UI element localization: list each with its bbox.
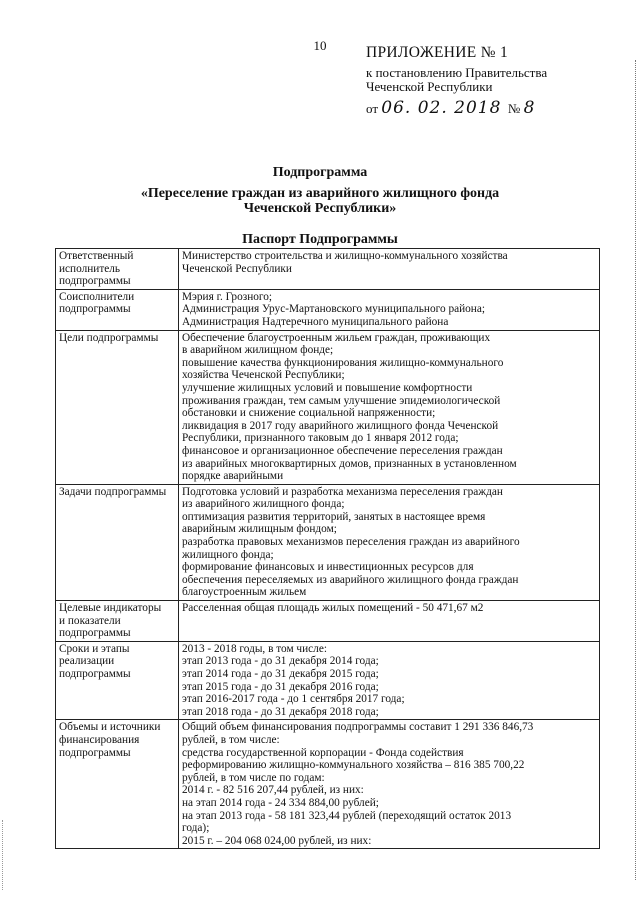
appendix-block [366, 44, 626, 118]
row-content-cell [179, 484, 600, 600]
subprogram-title-line-1: «Переселение граждан из аварийного жилищного фонда [140, 186, 500, 201]
page-number: 10 [313, 38, 327, 53]
row-content-line: формирование финансовых и инвестиционных ресурсов для [182, 561, 474, 574]
row-content-line: из аварийных многоквартирных домов, признанных в установленном [182, 457, 517, 470]
row-label-line: Соисполнители [59, 290, 135, 303]
row-content-line: проживания граждан, тем самым улучшение эпидемиологической [182, 394, 501, 407]
document-headings [0, 165, 640, 247]
row-content-line: 2015 г. – 204 068 024,00 рублей, из них: [182, 834, 372, 847]
row-label-line: Сроки и этапы [59, 642, 130, 655]
row-label-line: подпрограммы [59, 746, 131, 759]
handwritten-date: 06. 02. 2018 [381, 98, 502, 118]
row-label-line: и показатели [59, 614, 121, 627]
row-content-line: жилищного фонда; [182, 548, 274, 561]
row-content-line: улучшение жилищных условий и повышение комфортности [182, 381, 473, 394]
row-content-line: года); [182, 822, 210, 835]
row-content-line: этап 2015 года - до 31 декабря 2016 года; [182, 680, 379, 693]
row-content-line: Обеспечение благоустроенным жильем граждан, проживающих [182, 331, 491, 344]
row-content-line: этап 2013 года - до 31 декабря 2014 года; [182, 655, 379, 668]
table-row [56, 484, 600, 600]
row-content-line: этап 2016-2017 года - до 1 сентября 2017 года; [182, 693, 405, 706]
row-content-line: Чеченской Республики [182, 262, 292, 275]
row-label-line: финансирования [59, 733, 140, 746]
row-content-line: Республики, признанного таковым до 1 января 2012 года; [182, 432, 459, 445]
row-content-line: средства государственной корпорации - Фонда содействия [182, 746, 464, 759]
table-row [56, 720, 600, 849]
row-label-line: подпрограммы [59, 303, 131, 316]
row-content-line: Подготовка условий и разработка механизма переселения граждан [182, 485, 503, 498]
row-label-line: Ответственный [59, 250, 134, 262]
row-label-cell [56, 289, 179, 330]
row-label-line: подпрограммы [59, 668, 131, 680]
subprogram-heading: Подпрограмма [272, 165, 368, 180]
row-content-cell [179, 641, 600, 720]
row-content-line: благоустроенным жильем [182, 586, 307, 599]
table-row [56, 330, 600, 484]
row-content-cell [179, 330, 600, 484]
row-label-line: Объемы и источники [59, 721, 161, 734]
row-content-line: повышение качества функционирования жилищно-коммунального [182, 356, 504, 369]
row-content-cell [179, 720, 600, 849]
row-content-line: обстановки и снижение социальной напряженности; [182, 407, 436, 420]
table-row [56, 249, 600, 290]
row-content-line: этап 2018 года - до 31 декабря 2018 года; [182, 705, 379, 718]
row-content-line: в аварийном жилищном фонде; [182, 344, 334, 357]
table-row [56, 289, 600, 330]
row-label-cell [56, 330, 179, 484]
row-content-line: Общий объем финансирования подпрограммы составит 1 291 336 846,73 [182, 721, 534, 734]
appendix-title: ПРИЛОЖЕНИЕ № 1 [366, 44, 509, 61]
row-content-line: на этап 2014 года - 24 334 884,00 рублей; [182, 796, 379, 809]
row-label-line: исполнитель [59, 262, 121, 275]
row-content-line: 2013 - 2018 годы, в том числе: [182, 642, 327, 655]
row-content-line: рублей, в том числе: [182, 733, 280, 746]
row-content-line: финансовое и организационное обеспечение переселения граждан [182, 444, 503, 457]
row-content-line: Расселенная общая площадь жилых помещений - 50 471,67 м2 [182, 602, 484, 615]
appendix-line-1: к постановлению Правительства [366, 65, 548, 80]
handwritten-number: 8 [523, 98, 536, 118]
row-content-line: Министерство строительства и жилищно-коммунального хозяйства [182, 250, 508, 262]
passport-heading: Паспорт Подпрограммы [242, 232, 398, 247]
row-content-line: разработка правовых механизмов переселения граждан из аварийного [182, 536, 520, 549]
passport-table [55, 248, 600, 849]
row-label-cell [56, 641, 179, 720]
row-label-cell [56, 484, 179, 600]
scan-edge-marks-left [2, 820, 5, 890]
date-prefix: от [366, 101, 379, 116]
number-prefix: № [507, 101, 521, 116]
row-content-line: ликвидация в 2017 году аварийного жилищного фонда Чеченской [182, 419, 499, 432]
row-content-line: этап 2014 года - до 31 декабря 2015 года; [182, 668, 379, 680]
row-content-line: Администрация Надтеречного муниципального района [182, 315, 449, 328]
row-content-line: реформированию жилищно-коммунального хозяйства – 816 385 700,22 [182, 759, 525, 772]
row-content-line: Мэрия г. Грозного; [182, 290, 273, 303]
row-content-line: хозяйства Чеченской Республики; [182, 369, 345, 382]
table-row [56, 641, 600, 720]
row-content-line: на этап 2013 года - 58 181 323,44 рублей (переходящий остаток 2013 [182, 809, 512, 822]
row-label-line: подпрограммы [59, 627, 131, 640]
row-content-line: аварийным жилищным фондом; [182, 523, 337, 536]
row-content-line: Администрация Урус-Мартановского муниципального района; [182, 303, 485, 316]
row-content-cell [179, 601, 600, 642]
row-content-line: 2014 г. - 82 516 207,44 рублей, из них: [182, 784, 364, 797]
row-label-line: реализации [59, 655, 115, 668]
row-content-line: оптимизация развития территорий, занятых в настоящее время [182, 510, 486, 523]
subprogram-title-line-2: Чеченской Республики» [243, 201, 397, 216]
row-content-line: рублей, в том числе по годам: [182, 771, 325, 784]
row-label-line: Цели подпрограммы [59, 331, 159, 344]
row-content-cell [179, 289, 600, 330]
row-label-line: Целевые индикаторы [59, 602, 162, 615]
row-content-line: порядке аварийными [182, 470, 284, 483]
row-label-cell [56, 601, 179, 642]
row-content-line: обеспечения переселяемых из аварийного жилищного фонда граждан [182, 573, 519, 586]
appendix-date [366, 98, 626, 118]
row-label-line: подпрограммы [59, 275, 131, 288]
row-label-cell [56, 249, 179, 290]
row-label-cell [56, 720, 179, 849]
row-content-cell [179, 249, 600, 290]
row-label-line: Задачи подпрограммы [59, 485, 167, 498]
appendix-line-2: Чеченской Республики [366, 79, 493, 94]
table-row [56, 601, 600, 642]
row-content-line: из аварийного жилищного фонда; [182, 498, 345, 511]
